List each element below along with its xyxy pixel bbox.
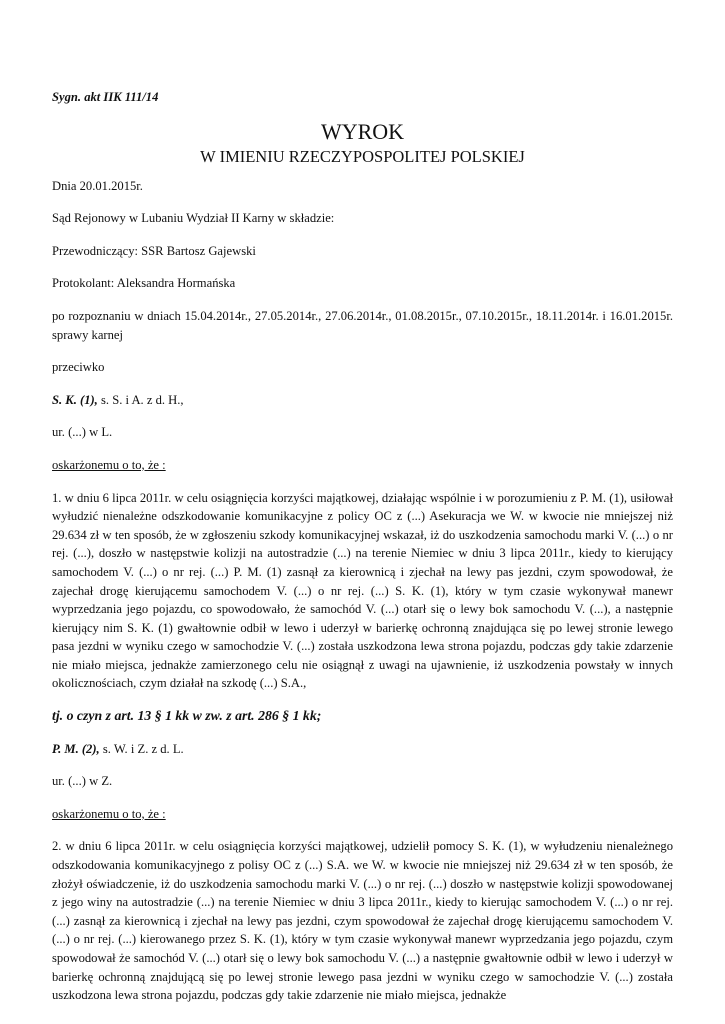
defendant-2-accused-label: oskarżonemu o to, że : (52, 806, 166, 821)
defendant-1-name: S. K. (1), (52, 392, 98, 407)
defendant-1-identity (52, 391, 673, 410)
document-title: WYROK (320, 118, 405, 144)
document-page (52, 88, 673, 1005)
defendant-2-charge: 2. w dniu 6 lipca 2011r. w celu osiągnięcia korzyści majątkowej, udzielił pomocy S. K. (1), w wyłudzeniu nienależnego odszkodowania komunikacyjnego z polisy OC z (...) S.A. we W. w kwocie nie mniejszej niż 29.634 zł w ten sposób, że złożył oświadczenie, iż do uszkodzenia samochodu marki V. (...) o nr rej. (...) doszło w następstwie kolizji spowodowanej z jego winy na autostradzie (...) na terenie Niemiec w dniu 3 lipca 2011r., kiedy to kierując samochodem V. (...) o nr rej. (...) zasnął za kierownicą i zjechał na lewy pas jezdni, czym spowodował że zajechał drogę kierującemu samochodem V. (...) o nr rej. (...) kierowanego przez S. K. (1), który w tym czasie wykonywał manewr wyprzedzania jego pojazdu, czym spowodował że samochód V. (...) otarł się o lewy bok samochodu V. (...) a następnie gwałtownie odbił w lewo i uderzył w barierkę ochronną znajdującą się po lewej stronie lewego pasa jezdni w wyniku czego w samochodzie V. (...) została uszkodzona lewa strona pojazdu, podczas gdy takie zdarzenie nie miało miejsca, jednakże (52, 839, 673, 1003)
defendant-1-parents: s. S. i A. z d. H., (97, 392, 184, 407)
defendant-1-legal-basis: tj. o czyn z art. 13 § 1 kk w zw. z art. 286 § 1 kk; (52, 708, 322, 724)
hearing-dates: po rozpoznaniu w dniach 15.04.2014r., 27.05.2014r., 27.06.2014r., 01.08.2015r., 07.10.2015r., 18.11.2014r. i 16.01.2015r. sprawy karnej (52, 308, 673, 342)
defendant-1-charge: 1. w dniu 6 lipca 2011r. w celu osiągnięcia korzyści majątkowej, działając wspólnie i w porozumieniu z P. M. (1), usiłował wyłudzić nienależne odszkodowanie komunikacyjne z policy OC z (...) Asekuracja we W. w kwocie nie mniejszej niż 29.634 zł w ten sposób, że w zgłoszeniu szkody komunikacyjnej wskazał, iż do uszkodzenia samochodu marki V. (...) o nr rej. (...), doszło w następstwie kolizji na autostradzie (...) na terenie Niemiec w dniu 3 lipca 2011r., kiedy to kierujący samochodem V. (...) o nr rej. (...) P. M. (1) zasnął za kierownicą i zjechał na lewy pas jezdni, czym spowodował, że zajechał drogę kierującemu samochodem V. (...) o nr rej. (...) S. K. (1), który w tym czasie wykonywał manewr wyprzedzania jego pojazdu, co spowodowało, że samochód V. (...) otarł się o lewy bok samochodu V. (...), a następnie kierujący nim S. K. (1) gwałtownie odbił w lewo i uderzył w barierkę ochronną znajdująca się po lewej stronie lewego pasa jezdni w wyniku czego w samochodzie V. (...) została uszkodzona lewa strona pojazdu, podczas gdy takie zdarzenie nie miało miejsca, jednakże zamierzonego celu nie osiągnął z uwagi na ujawnienie, iż uszkodzenia powstały w innych okolicznościach, czym działał na szkodę (...) S.A., (52, 490, 673, 691)
defendant-1-birth: ur. (...) w L. (52, 425, 113, 440)
defendant-2-parents: s. W. i Z. z d. L. (99, 741, 184, 756)
court-clerk: Protokolant: Aleksandra Hormańska (52, 276, 236, 291)
case-signature: Sygn. akt IIK 111/14 (52, 90, 159, 104)
defendant-2-birth: ur. (...) w Z. (52, 774, 113, 789)
verdict-date: Dnia 20.01.2015r. (52, 178, 143, 193)
defendant-2-name: P. M. (2), (52, 741, 100, 756)
document-subtitle: W IMIENIU RZECZYPOSPOLITEJ POLSKIEJ (200, 146, 525, 166)
against-label: przeciwko (52, 360, 105, 375)
presiding-judge: Przewodniczący: SSR Bartosz Gajewski (52, 243, 256, 258)
court-composition: Sąd Rejonowy w Lubaniu Wydział II Karny w składzie: (52, 211, 335, 226)
defendant-2-identity (52, 740, 673, 759)
defendant-1-accused-label: oskarżonemu o to, że : (52, 457, 166, 472)
